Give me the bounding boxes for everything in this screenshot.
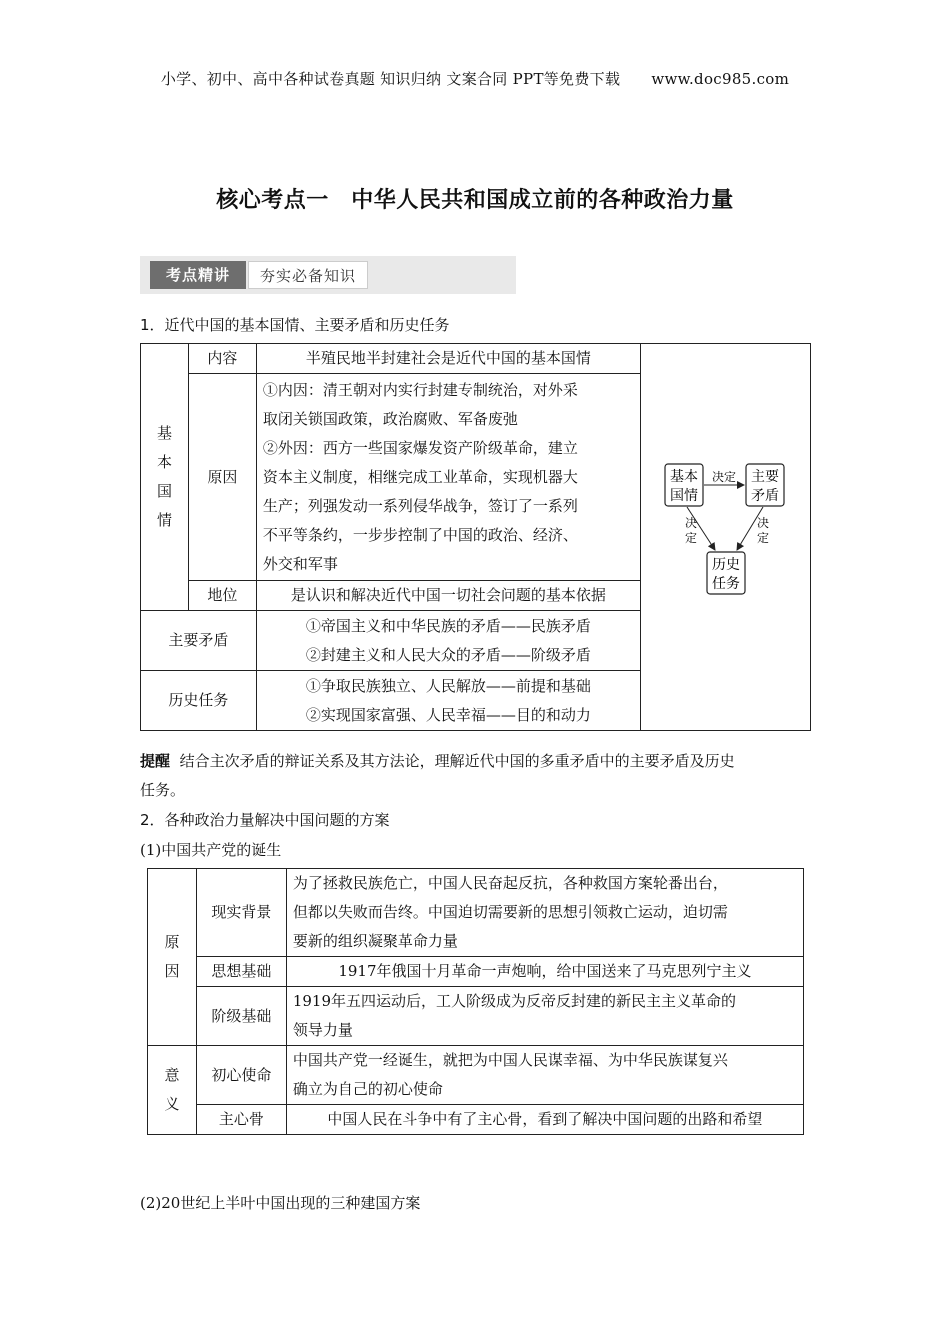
basic-conditions-label: 基 本 国 情 (141, 344, 189, 611)
row-text-ideology: 1917年俄国十月革命一声炮响，给中国送来了马克思列宁主义 (286, 957, 803, 987)
section2-sub2: (2)20世纪上半叶中国出现的三种建国方案 (140, 1194, 421, 1212)
label-decide-right-2: 定 (756, 531, 769, 545)
label-decide-left-1: 决 (684, 516, 697, 530)
reminder-line1: 结合主次矛盾的辩证关系及其方法论，理解近代中国的多重矛盾中的主要矛盾及历史 (179, 752, 735, 770)
banner-left: 考点精讲 (150, 261, 246, 289)
box-basic-line2: 国情 (669, 488, 698, 504)
row-label-backbone: 主心骨 (196, 1105, 286, 1135)
section-banner (140, 256, 516, 294)
banner-right: 夯实必备知识 (248, 261, 368, 289)
page-header (0, 68, 950, 89)
row-label-background: 现实背景 (196, 869, 286, 957)
reminder-label: 提醒 (140, 752, 171, 770)
cpc-birth-table (147, 868, 804, 1135)
basic-conditions-table (140, 343, 811, 731)
row-text-status: 是认识和解决近代中国一切社会问题的基本依据 (256, 581, 640, 611)
reminder (140, 747, 812, 805)
main-contradiction-label: 主要矛盾 (141, 611, 257, 671)
main-contradiction-text: ①帝国主义和中华民族的矛盾——民族矛盾 ②封建主义和人民大众的矛盾——阶级矛盾 (256, 611, 640, 671)
page-title: 核心考点一 中华人民共和国成立前的各种政治力量 (216, 188, 734, 213)
relation-diagram-svg (641, 344, 809, 720)
row-label-cause: 原因 (188, 374, 256, 581)
row-text-background: 为了拯救民族危亡，中国人民奋起反抗，各种救国方案轮番出台， 但都以失败而告终。中国迫切需要新的思想引领救亡运动，迫切需 要新的组织凝聚革命力量 (286, 869, 803, 957)
box-task-line1: 历史 (711, 557, 740, 573)
meaning-label: 意 义 (148, 1046, 197, 1135)
historical-task-label: 历史任务 (141, 671, 257, 731)
row-text-cause: ①内因：清王朝对内实行封建专制统治，对外采 取闭关锁国政策，政治腐败、军备废弛 ②外因：西方一些国家爆发资产阶级革命，建立 资本主义制度，相继完成工业革命，实现机器大 生产；列强发动一系列侵华战争，签订了一系列 不平等条约，一步步控制了中国的政治、经济、 外交和军事 (256, 374, 640, 581)
section2-heading: 2．各种政治力量解决中国问题的方案 (140, 811, 390, 829)
box-main-line1: 主要 (750, 469, 779, 485)
row-label-mission: 初心使命 (196, 1046, 286, 1105)
row-label-class: 阶级基础 (196, 987, 286, 1046)
label-decide-left-2: 定 (684, 531, 697, 545)
label-decide-right-1: 决 (756, 516, 769, 530)
row-text-class: 1919年五四运动后，工人阶级成为反帝反封建的新民主主义革命的 领导力量 (286, 987, 803, 1046)
row-label-ideology: 思想基础 (196, 957, 286, 987)
row-text-content: 半殖民地半封建社会是近代中国的基本国情 (256, 344, 640, 374)
header-text: 小学、初中、高中各种试卷真题 知识归纳 文案合同 PPT等免费下载 (160, 70, 621, 88)
reminder-line2: 任务。 (140, 781, 186, 799)
relation-diagram (640, 344, 810, 731)
row-label-status: 地位 (188, 581, 256, 611)
label-decide-top: 决定 (711, 470, 736, 484)
box-main-line2: 矛盾 (750, 488, 779, 504)
cause-label: 原 因 (148, 869, 197, 1046)
box-basic-line1: 基本 (669, 469, 698, 485)
section2-sub1: (1)中国共产党的诞生 (140, 841, 282, 859)
row-text-mission: 中国共产党一经诞生，就把为中国人民谋幸福、为中华民族谋复兴 确立为自己的初心使命 (286, 1046, 803, 1105)
row-label-content: 内容 (188, 344, 256, 374)
header-site[interactable]: www.doc985.com (651, 70, 790, 88)
section1-heading: 1．近代中国的基本国情、主要矛盾和历史任务 (140, 316, 450, 334)
row-text-backbone: 中国人民在斗争中有了主心骨，看到了解决中国问题的出路和希望 (286, 1105, 803, 1135)
historical-task-text: ①争取民族独立、人民解放——前提和基础 ②实现国家富强、人民幸福——目的和动力 (256, 671, 640, 731)
box-task-line2: 任务 (711, 576, 740, 592)
